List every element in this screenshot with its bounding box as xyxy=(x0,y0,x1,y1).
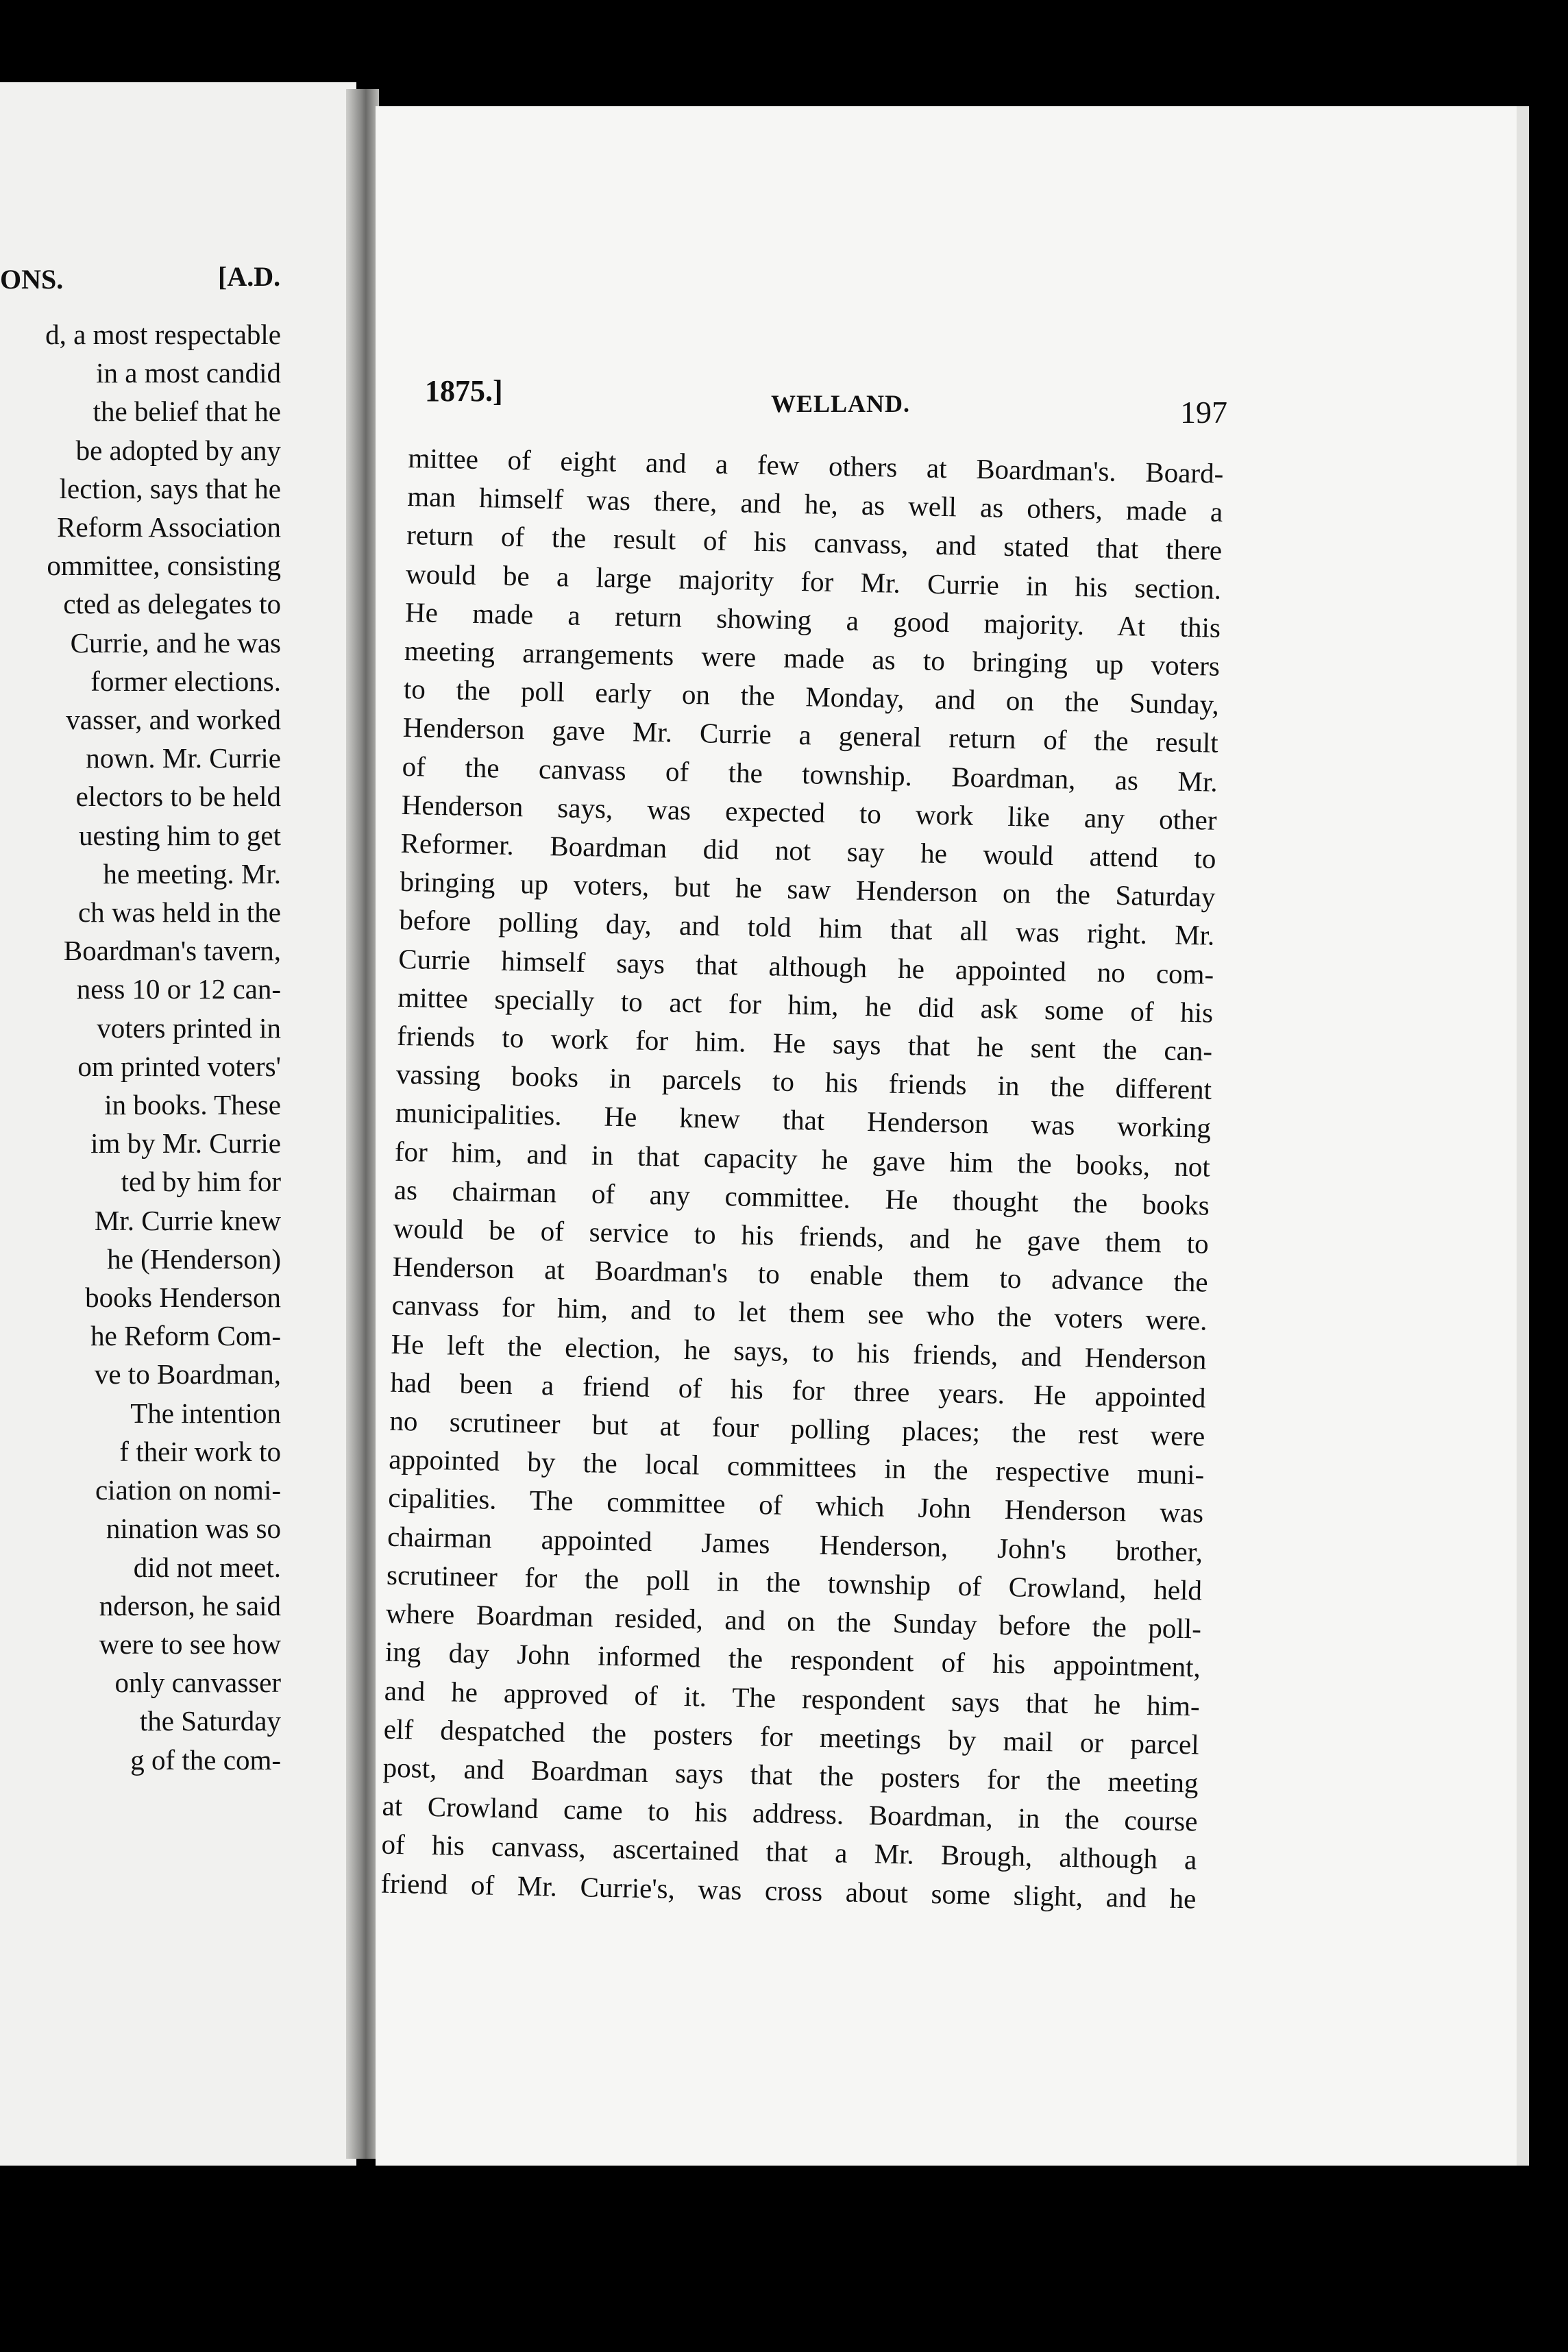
text-line: Henderson at Boardman's to enable them to advance the xyxy=(392,1251,1209,1298)
text-line: canvass for him, and to let them see who the voters were. xyxy=(391,1289,1208,1337)
left-page-line: ve to Boardman, xyxy=(94,1358,281,1391)
left-page-line: Currie, and he was xyxy=(70,626,281,659)
text-line: would be of service to his friends, and he gave them to xyxy=(393,1212,1210,1260)
left-page-line: voters printed in xyxy=(97,1012,281,1044)
text-line: no scrutineer but at four polling places; the rest were xyxy=(389,1404,1205,1452)
left-page-line: the belief that he xyxy=(93,395,281,428)
text-line: appointed by the local committees in the respective muni- xyxy=(388,1443,1205,1491)
left-page-line: were to see how xyxy=(99,1628,281,1660)
left-page-line: im by Mr. Currie xyxy=(90,1127,281,1160)
text-line: elf despatched the posters for meetings by mail or parcel xyxy=(383,1713,1200,1761)
text-line: of the canvass of the township. Boardman, as Mr. xyxy=(402,750,1218,798)
left-page-line: ted by him for xyxy=(121,1166,281,1198)
text-line: had been a friend of his for three years. He appointed xyxy=(390,1366,1206,1414)
running-head-year: 1875.] xyxy=(425,374,503,408)
text-line: and he approved of it. The respondent says that he him- xyxy=(384,1674,1201,1722)
left-page-line: former elections. xyxy=(90,665,281,697)
left-page-text xyxy=(0,315,281,1779)
page-number: 197 xyxy=(1180,395,1227,430)
left-page-line: om printed voters' xyxy=(77,1050,281,1082)
text-line: bringing up voters, but he saw Henderson on the Saturday xyxy=(400,866,1216,913)
text-line: Currie himself says that although he appointed no com- xyxy=(397,942,1214,990)
text-line: scrutineer for the poll in the township of Crowland, held xyxy=(386,1558,1203,1606)
left-page-line: f their work to xyxy=(119,1435,281,1467)
left-running-head: ONS. xyxy=(0,264,64,295)
text-line: return of the result of his canvass, and stated that there xyxy=(406,519,1223,567)
text-line: as chairman of any committee. He thought the books xyxy=(393,1173,1210,1221)
text-line: to the poll early on the Monday, and on the Sunday, xyxy=(403,673,1220,720)
text-line: for him, and in that capacity he gave him the books, not xyxy=(394,1135,1211,1183)
text-line: at Crowland came to his address. Boardman, in the course xyxy=(382,1789,1198,1837)
left-page-line: nown. Mr. Currie xyxy=(86,742,281,774)
left-page-line: ness 10 or 12 can- xyxy=(76,973,281,1005)
text-line: post, and Boardman says that the posters for the meeting xyxy=(382,1751,1199,1799)
left-page-line: cted as delegates to xyxy=(63,588,281,620)
text-line: Henderson gave Mr. Currie a general return of the result xyxy=(402,711,1219,759)
left-page-line: ch was held in the xyxy=(77,896,281,929)
left-page-line: the Saturday xyxy=(139,1705,281,1737)
left-page-line: lection, says that he xyxy=(59,472,281,504)
left-page-line: Boardman's tavern, xyxy=(63,935,281,967)
text-line: man himself was there, and he, as well as others, made a xyxy=(406,480,1223,528)
text-line: vassing books in parcels to his friends in the different xyxy=(395,1058,1212,1105)
text-line: meeting arrangements were made as to bringing up voters xyxy=(404,634,1221,682)
text-line: mittee specially to act for him, he did ask some of his xyxy=(397,981,1214,1029)
text-line: friend of Mr. Currie's, was cross about some slight, and he xyxy=(380,1867,1197,1914)
text-line: before polling day, and told him that all was right. Mr. xyxy=(399,904,1215,952)
text-line: chairman appointed James Henderson, John's brother, xyxy=(387,1520,1203,1568)
left-page-line: Reform Association xyxy=(57,511,281,543)
left-page-line: did not meet. xyxy=(133,1551,281,1583)
left-page-line: electors to be held xyxy=(75,781,281,813)
text-line: would be a large majority for Mr. Currie in his section. xyxy=(405,557,1222,605)
book-gutter xyxy=(346,89,379,2159)
left-page-line: uesting him to get xyxy=(79,819,281,851)
right-page-text xyxy=(380,439,1224,1918)
left-page-line: nination was so xyxy=(106,1512,281,1545)
left-page-line: in books. These xyxy=(104,1089,281,1121)
left-page-line: ommittee, consisting xyxy=(47,550,281,582)
text-line: mittee of eight and a few others at Boardman's. Board- xyxy=(408,441,1224,489)
left-page-line: nderson, he said xyxy=(99,1589,281,1621)
text-line: He left the election, he says, to his friends, and Henderson xyxy=(391,1327,1207,1375)
text-line: cipalities. The committee of which John Henderson was xyxy=(387,1482,1204,1530)
left-page-line: The intention xyxy=(130,1397,281,1429)
text-line: He made a return showing a good majority. At this xyxy=(404,596,1221,644)
left-page-line: books Henderson xyxy=(85,1282,281,1314)
left-page-line: he meeting. Mr. xyxy=(103,857,281,890)
left-page-line: he (Henderson) xyxy=(107,1242,281,1275)
left-page-line: he Reform Com- xyxy=(90,1320,281,1352)
left-page-line: vasser, and worked xyxy=(66,704,281,736)
text-line: ing day John informed the respondent of his appointment, xyxy=(384,1635,1201,1683)
left-page-line: g of the com- xyxy=(130,1743,281,1776)
text-line: of his canvass, ascertained that a Mr. Brough, although a xyxy=(381,1828,1197,1876)
left-page-line: be adopted by any xyxy=(75,434,281,466)
running-head-title: WELLAND. xyxy=(771,390,911,417)
left-page-line: Mr. Currie knew xyxy=(94,1204,281,1236)
left-page-line: only canvasser xyxy=(114,1667,281,1699)
text-line: Henderson says, was expected to work like any other xyxy=(401,788,1217,836)
text-line: Reformer. Boardman did not say he would attend to xyxy=(400,826,1216,874)
left-page-line: d, a most respectable xyxy=(45,319,281,350)
left-running-head-date: [A.D. xyxy=(218,261,281,292)
left-page-line: in a most candid xyxy=(96,357,281,389)
text-line: friends to work for him. He says that he sent the can- xyxy=(396,1019,1213,1067)
left-page-line: ciation on nomi- xyxy=(95,1474,281,1506)
text-line: municipalities. He knew that Henderson was working xyxy=(395,1097,1212,1144)
text-line: where Boardman resided, and on the Sunday before the poll- xyxy=(385,1597,1202,1645)
